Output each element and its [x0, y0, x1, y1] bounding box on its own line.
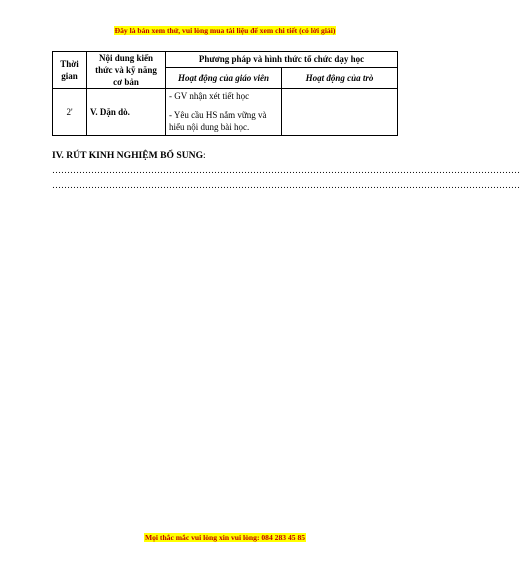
contact-footer-text: Mọi thắc mắc vui lòng xin vui lòng: 084 283 45 85 [144, 533, 306, 542]
fill-in-line: ………………………………………………………………………………………………………………………………………… [52, 180, 520, 190]
fill-in-line: ………………………………………………………………………………………………………………………………………… [52, 165, 520, 175]
preview-notice [0, 26, 450, 36]
header-time: Thời gian [53, 52, 87, 89]
preview-notice-text: Đây là bản xem thử, vui lòng mua tài liệu để xem chi tiết (có lời giải) [114, 26, 336, 35]
teacher-activity-item: - Yêu cầu HS nắm vững và hiểu nội dung bài học. [169, 110, 267, 132]
lesson-plan-table [52, 51, 398, 136]
contact-footer [0, 533, 450, 543]
header-teacher-activity: Hoạt động của giáo viên [166, 67, 282, 88]
section-heading [52, 150, 206, 161]
teacher-activity-item: - GV nhận xét tiết học [169, 91, 250, 101]
header-content: Nội dung kiến thức và kỹ năng cơ bản [87, 52, 166, 89]
header-methods: Phương pháp và hình thức tổ chức dạy học [166, 52, 398, 68]
cell-student-activity [282, 89, 398, 136]
table-header-row [53, 52, 398, 68]
header-student-activity: Hoạt động của trò [282, 67, 398, 88]
cell-content: V. Dặn dò. [87, 89, 166, 136]
section-heading-colon: : [203, 150, 206, 161]
section-heading-text: IV. RÚT KINH NGHIỆM BỔ SUNG [52, 150, 204, 161]
table-row [53, 89, 398, 136]
cell-time: 2' [53, 89, 87, 136]
cell-teacher-activity [166, 89, 282, 136]
